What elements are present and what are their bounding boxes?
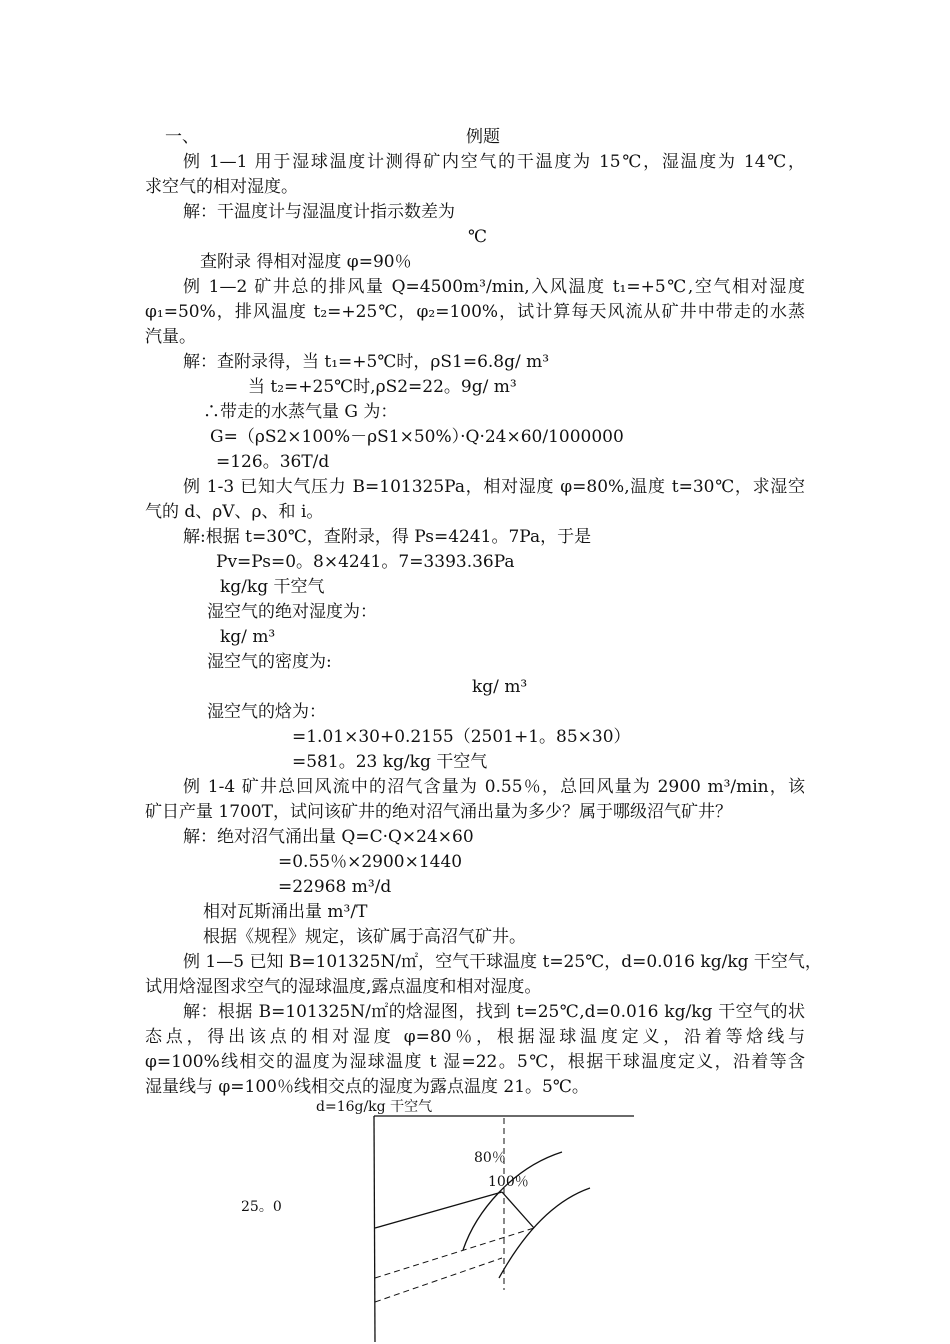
heading-number: 一、 [165,127,199,147]
rh80-label: 80％ [474,1150,506,1166]
ex3-solution-9: =1.01×30+0.2155（2501+1。85×30） [292,727,631,747]
ex3-solution-7: kg/ m³ [472,677,528,697]
ex2-answer: =126。36T/d [216,452,330,472]
ex2-question-line3: 汽量。 [145,327,196,347]
ex2-solution-2: 当 t₂=+25℃时,ρS2=22。9g/ m³ [248,377,517,397]
isenthalpic-line [502,1192,534,1228]
ex5-solution-4: 湿量线与 φ=100％线相交点的湿度为露点温度 21。5℃。 [145,1077,589,1097]
ex3-question-line1: 例 1-3 已知大气压力 B=101325Pa，相对湿度 φ=80%,温度 t=30℃，求湿空 [183,477,805,497]
enthalpy-line [375,1192,502,1228]
ex4-solution-1: 解：绝对沼气涌出量 Q=C·Q×24×60 [183,827,474,847]
ex5-solution-2: 态点，得出该点的相对湿度 φ=80％，根据湿球温度定义，沿着等焓线与 [145,1027,805,1047]
ex3-question-line2: 气的 d、ρV、ρ、和 i。 [145,502,324,522]
ex5-solution-1: 解：根据 B=101325N/㎡的焓湿图，找到 t=25℃,d=0.016 kg/kg 干空气的状 [183,1002,805,1022]
ex5-question-line1: 例 1—5 已知 B=101325N/㎡，空气干球温度 t=25℃，d=0.016 kg/kg 干空气， [183,952,822,972]
ex3-solution-8: 湿空气的焓为： [207,702,326,722]
ex3-solution-5: kg/ m³ [220,627,276,647]
ex2-solution-3: ∴带走的水蒸气量 G 为： [203,402,398,422]
rh100-label: 100％ [488,1174,529,1190]
ex1-solution: 解：干温度计与湿温度计指示数差为 [183,202,455,222]
ex3-solution-6: 湿空气的密度为: [207,652,332,672]
curve-100-percent [499,1188,590,1278]
ex4-solution-3: =22968 m³/d [278,877,392,897]
d-label: d=16g/kg 干空气 [316,1099,433,1115]
wet-bulb-line [375,1258,502,1302]
temperature-label: 25。0 [241,1199,282,1215]
ex3-solution-10: =581。23 kg/kg 干空气 [292,752,488,772]
ex4-solution-5: 根据《规程》规定，该矿属于高沼气矿井。 [203,927,526,947]
ex2-question-line2: φ₁=50%，排风温度 t₂=+25℃，φ₂=100%，试计算每天风流从矿井中带走的水蒸 [145,302,805,322]
dew-point-line [375,1228,534,1278]
ex1-result: 查附录 得相对湿度 φ=90％ [200,252,412,272]
heading-title: 例题 [466,127,500,147]
ex1-question-line1: 例 1—1 用于湿球温度计测得矿内空气的干温度为 15℃，湿温度为 14℃， [183,152,805,172]
ex3-solution-1: 解:根据 t=30℃，查附录，得 Ps=4241。7Pa，于是 [183,527,592,547]
ex5-question-line2: 试用焓湿图求空气的湿球温度,露点温度和相对湿度。 [145,977,542,997]
ex5-solution-3: φ=100%线相交的温度为湿球温度 t 湿=22。5℃，根据干球温度定义，沿着等含 [145,1052,805,1072]
ex1-question-line2: 求空气的相对湿度。 [145,177,298,197]
ex3-solution-4: 湿空气的绝对湿度为： [207,602,377,622]
ex2-question-line1: 例 1—2 矿井总的排风量 Q=4500m³/min,入风温度 t₁=+5℃,空气相对湿度 [183,277,805,297]
ex1-unit: ℃ [468,227,488,247]
ex2-solution-1: 解：查附录得，当 t₁=+5℃时，ρS1=6.8g/ m³ [183,352,550,372]
diagram-left-axis [374,1116,375,1342]
ex4-solution-4: 相对瓦斯涌出量 m³/T [203,902,368,922]
ex4-question-line1: 例 1-4 矿井总回风流中的沼气含量为 0.55％，总回风量为 2900 m³/min，该 [183,777,805,797]
ex3-solution-2: Pv=Ps=0。8×4241。7=3393.36Pa [216,552,515,572]
ex2-formula: G=（ρS2×100%－ρS1×50%）·Q·24×60/1000000 [210,427,624,447]
ex3-solution-3: kg/kg 干空气 [220,577,325,597]
ex4-solution-2: =0.55％×2900×1440 [278,852,463,872]
ex4-question-line2: 矿日产量 1700T，试问该矿井的绝对沼气涌出量为多少？属于哪级沼气矿井？ [145,802,733,822]
